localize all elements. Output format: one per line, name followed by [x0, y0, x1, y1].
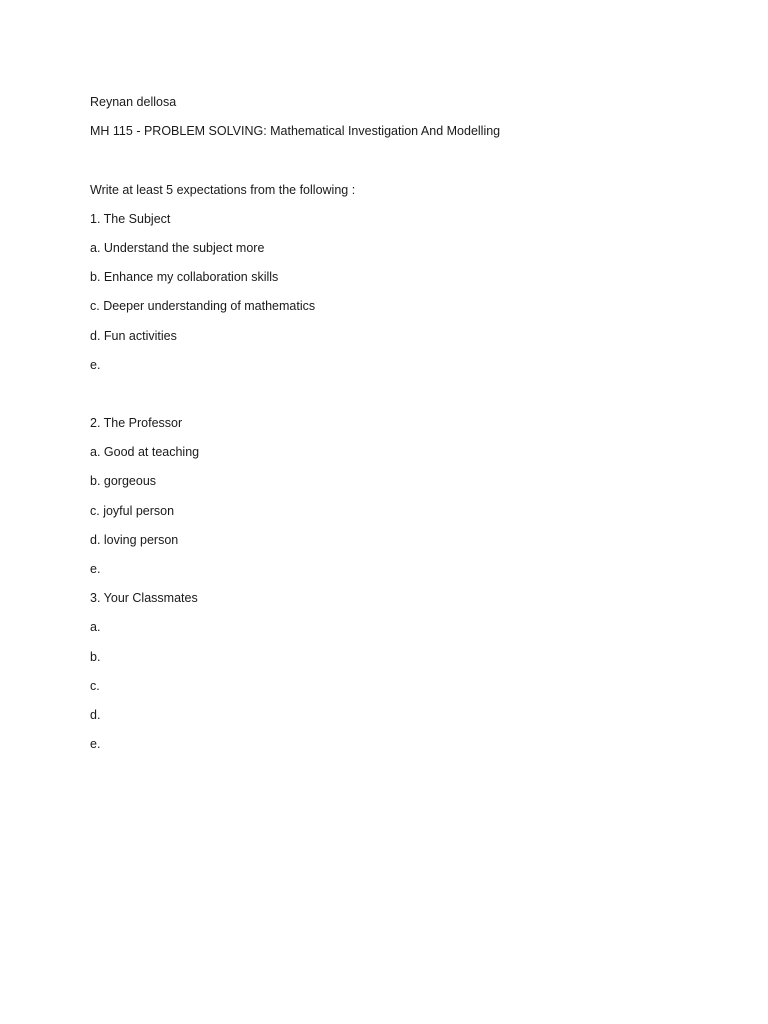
- list-item: b. Enhance my collaboration skills: [90, 270, 279, 285]
- list-item: b. gorgeous: [90, 474, 157, 489]
- list-item: d. loving person: [90, 532, 179, 547]
- section-title-classmates: 3. Your Classmates: [90, 591, 198, 606]
- section-title-professor: 2. The Professor: [90, 416, 183, 431]
- document-body: [90, 94, 710, 765]
- list-item: c. Deeper understanding of mathematics: [90, 299, 316, 314]
- list-item: a.: [90, 620, 101, 635]
- list-item: e.: [90, 562, 101, 576]
- list-item: d.: [90, 707, 101, 722]
- list-item: c. joyful person: [90, 503, 175, 518]
- list-item: c.: [90, 678, 100, 693]
- blank-line: [90, 152, 710, 181]
- list-item: d. Fun activities: [90, 328, 177, 343]
- list-item: a. Understand the subject more: [90, 240, 265, 255]
- blank-line: [90, 386, 710, 415]
- section-title-subject: 1. The Subject: [90, 211, 171, 226]
- list-item: e.: [90, 357, 101, 372]
- student-name: Reynan dellosa: [90, 95, 177, 109]
- course-title: MH 115 - PROBLEM SOLVING: Mathematical Investigation And Modelling: [90, 124, 501, 139]
- list-item: b.: [90, 649, 101, 664]
- instruction-text: Write at least 5 expectations from the following :: [90, 182, 356, 197]
- list-item: a. Good at teaching: [90, 445, 200, 460]
- list-item: e.: [90, 737, 101, 752]
